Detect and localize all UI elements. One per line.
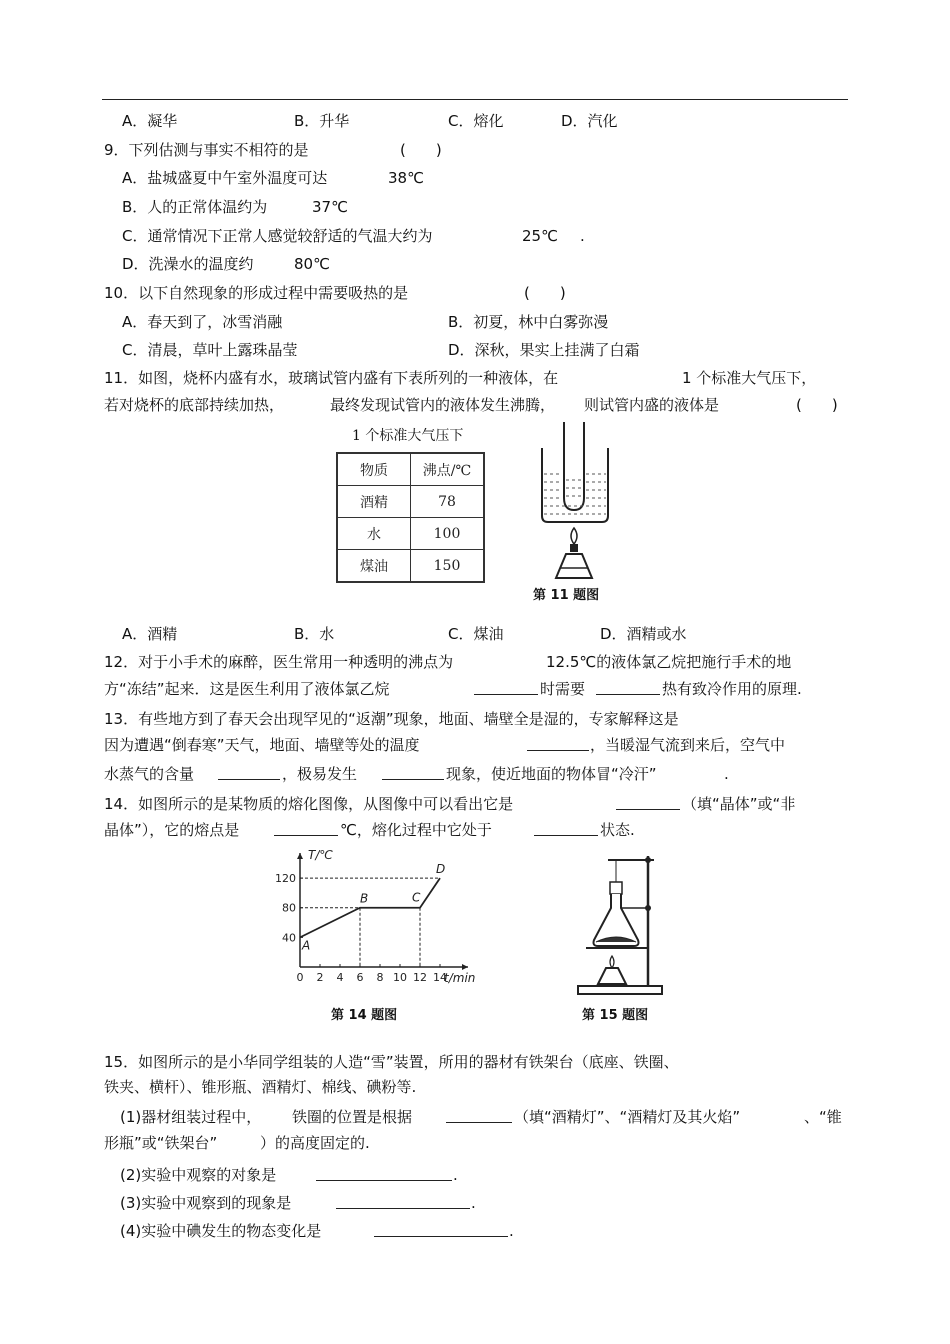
- top-rule: [102, 99, 848, 100]
- q15-p1f: ）的高度固定的.: [260, 1134, 370, 1152]
- q12-line2a: 方“冻结”起来．这是医生利用了液体氯乙烷: [104, 680, 390, 698]
- table-cell: 煤油: [337, 550, 411, 583]
- flame-icon: [571, 528, 577, 544]
- q14-line1a: 14．如图所示的是某物质的熔化图像，从图像中可以看出它是: [104, 795, 514, 813]
- y-tick-label: 80: [282, 901, 296, 915]
- q10-option-d: D．深秋，果实上挂满了白霜: [448, 341, 640, 359]
- q14-line1b: （填“晶体”或“非: [682, 795, 796, 813]
- q11-caption: 第 11 题图: [533, 588, 600, 603]
- q11-option-a: A．酒精: [122, 625, 178, 643]
- alcohol-burner-icon: [556, 554, 592, 578]
- q15-caption: 第 15 题图: [582, 1008, 649, 1023]
- q15-blank-3[interactable]: [336, 1193, 470, 1214]
- table-row: [337, 518, 484, 550]
- q15-p1b: 铁圈的位置是根据: [292, 1108, 413, 1126]
- q15-blank-2[interactable]: [316, 1165, 452, 1186]
- x-tick-label: 8: [376, 971, 384, 984]
- q8-option-b: B．升华: [294, 112, 350, 130]
- table-row: [337, 550, 484, 583]
- q14-caption: 第 14 题图: [331, 1008, 398, 1023]
- q9-option-b-value: 37℃: [312, 198, 348, 216]
- point-label-b: B: [360, 891, 369, 906]
- alcohol-burner-icon: [598, 968, 626, 984]
- y-tick-label: 40: [282, 931, 296, 945]
- q15-p3: (3)实验中观察到的现象是: [120, 1194, 292, 1212]
- q9-option-c: C．通常情况下正常人感觉较舒适的气温大约为: [122, 227, 433, 245]
- q10-option-a: A．春天到了，冰雪消融: [122, 313, 283, 331]
- q13-blank-2[interactable]: [218, 764, 280, 785]
- x-tick-label: 2: [316, 971, 324, 984]
- q13-line3b: ，极易发生: [282, 765, 358, 783]
- y-axis-label: T/℃: [308, 848, 333, 862]
- table-cell: 78: [411, 486, 485, 518]
- q14-line2a: 晶体”），它的熔点是: [104, 821, 240, 839]
- q8-option-c: C．熔化: [448, 112, 504, 130]
- q13-line2b: ，当暖湿气流到来后，空气中: [590, 736, 786, 754]
- q15-p4-end: .: [509, 1222, 514, 1240]
- x-tick-label: 4: [336, 971, 344, 984]
- q15-p1d: 、“锥: [804, 1108, 842, 1126]
- table-header-cell: 物质: [337, 453, 411, 486]
- table-cell: 150: [411, 550, 485, 583]
- q13-blank-3[interactable]: [382, 764, 444, 785]
- q11-paren: ( ): [796, 396, 838, 414]
- q10-option-c: C．清晨，草叶上露珠晶莹: [122, 341, 298, 359]
- q9-option-d-value: 80℃: [294, 255, 330, 273]
- q9-stem: 9．下列估测与事实不相符的是: [104, 141, 309, 159]
- q10-stem: 10．以下自然现象的形成过程中需要吸热的是: [104, 284, 409, 302]
- q13-line3d: .: [724, 765, 729, 783]
- table-cell: 水: [337, 518, 411, 550]
- q15-line2: 铁夹、横杆）、锥形瓶、酒精灯、棉线、碘粉等.: [104, 1078, 417, 1096]
- q8-option-a: A．凝华: [122, 112, 178, 130]
- melting-curve-chart: [270, 848, 476, 995]
- q10-option-b: B．初夏，林中白雾弥漫: [448, 313, 609, 331]
- y-tick-label: 120: [275, 872, 296, 886]
- q12-line2b: 时需要: [540, 680, 586, 698]
- q12-line1a: 12．对于小手术的麻醉，医生常用一种透明的沸点为: [104, 653, 454, 671]
- x-axis-arrow: [462, 964, 468, 970]
- q15-sublimation-apparatus: [574, 852, 664, 998]
- test-tube-outline: [564, 422, 584, 510]
- point-label-c: C: [412, 890, 421, 905]
- q13-line1: 13．有些地方到了春天会出现罕见的“返潮”现象，地面、墙壁全是湿的，专家解释这是: [104, 710, 679, 728]
- q9-option-d: D．洗澡水的温度约: [122, 255, 254, 273]
- q12-blank-2[interactable]: [596, 679, 660, 700]
- q15-line1: 15．如图所示的是小华同学组装的人造“雪”装置，所用的器材有铁架台（底座、铁圈、: [104, 1053, 679, 1071]
- table-header-cell: 沸点/℃: [411, 453, 485, 486]
- flame-icon: [610, 956, 614, 968]
- q9-option-c-period: .: [580, 227, 585, 245]
- q15-p1a: (1)器材组装过程中，: [120, 1108, 262, 1126]
- q13-line3a: 水蒸气的含量: [104, 765, 195, 783]
- point-label-a: A: [302, 938, 311, 953]
- q13-line3c: 现象，使近地面的物体冒“冷汗”: [446, 765, 657, 783]
- q11-line2b: 最终发现试管内的液体发生沸腾，: [330, 396, 556, 414]
- q11-line1a: 11．如图，烧杯内盛有水，玻璃试管内盛有下表所列的一种液体，在: [104, 369, 559, 387]
- q15-p1c: （填“酒精灯”、“酒精灯及其火焰”: [514, 1108, 741, 1126]
- q15-blank-4[interactable]: [374, 1221, 508, 1242]
- boiling-point-table: [336, 452, 485, 583]
- x-tick-label: 6: [356, 971, 364, 984]
- q9-option-a-value: 38℃: [388, 169, 424, 187]
- q13-line2a: 因为遭遇“倒春寒”天气，地面、墙壁等处的温度: [104, 736, 420, 754]
- point-label-d: D: [436, 862, 446, 877]
- q11-line2a: 若对烧杯的底部持续加热，: [104, 396, 285, 414]
- q14-blank-1[interactable]: [616, 794, 680, 815]
- x-tick-label: 14: [433, 971, 447, 984]
- stand-base-icon: [578, 986, 662, 994]
- x-tick-label: 12: [413, 971, 427, 984]
- q11-option-c: C．煤油: [448, 625, 504, 643]
- q9-option-b: B．人的正常体温约为: [122, 198, 268, 216]
- q9-paren: ( ): [400, 141, 442, 159]
- q15-p4: (4)实验中碘发生的物态变化是: [120, 1222, 322, 1240]
- burner-wick: [570, 544, 578, 552]
- table-row: [337, 486, 484, 518]
- q15-p2: (2)实验中观察的对象是: [120, 1166, 277, 1184]
- table-header-row: [337, 453, 484, 486]
- q11-line2c: 则试管内盛的液体是: [584, 396, 720, 414]
- q14-line2b: ℃，熔化过程中它处于: [340, 821, 492, 839]
- q15-p1e: 形瓶”或“铁架台”: [104, 1134, 218, 1152]
- q15-p2-end: .: [453, 1166, 458, 1184]
- q11-option-b: B．水: [294, 625, 335, 643]
- table-cell: 酒精: [337, 486, 411, 518]
- q12-line1b: 12.5℃的液体氯乙烷把施行手术的地: [546, 653, 792, 671]
- q9-option-a: A．盐城盛夏中午室外温度可达: [122, 169, 328, 187]
- q11-line1b: 1 个标准大气压下，: [682, 369, 817, 387]
- q13-blank-1[interactable]: [527, 735, 589, 756]
- q8-option-d: D．汽化: [561, 112, 618, 130]
- q15-p3-end: .: [471, 1194, 476, 1212]
- q14-blank-2[interactable]: [274, 820, 338, 841]
- q11-table-title: 1 个标准大气压下: [352, 428, 464, 444]
- q11-heating-apparatus: [530, 418, 620, 588]
- q12-blank-1[interactable]: [474, 679, 538, 700]
- x-axis-label: t/min: [444, 971, 476, 985]
- q12-line2c: 热有致冷作用的原理.: [662, 680, 802, 698]
- y-axis-arrow: [297, 853, 303, 859]
- q14-blank-3[interactable]: [534, 820, 598, 841]
- q15-blank-1[interactable]: [446, 1107, 512, 1128]
- q10-paren: ( ): [524, 284, 566, 302]
- table-cell: 100: [411, 518, 485, 550]
- q11-option-d: D．酒精或水: [600, 625, 687, 643]
- stopper-icon: [610, 882, 622, 894]
- q14-line2c: 状态.: [600, 821, 635, 839]
- x-tick-label: 10: [393, 971, 407, 984]
- q9-option-c-value: 25℃: [522, 227, 558, 245]
- x-tick-label: 0: [296, 971, 304, 984]
